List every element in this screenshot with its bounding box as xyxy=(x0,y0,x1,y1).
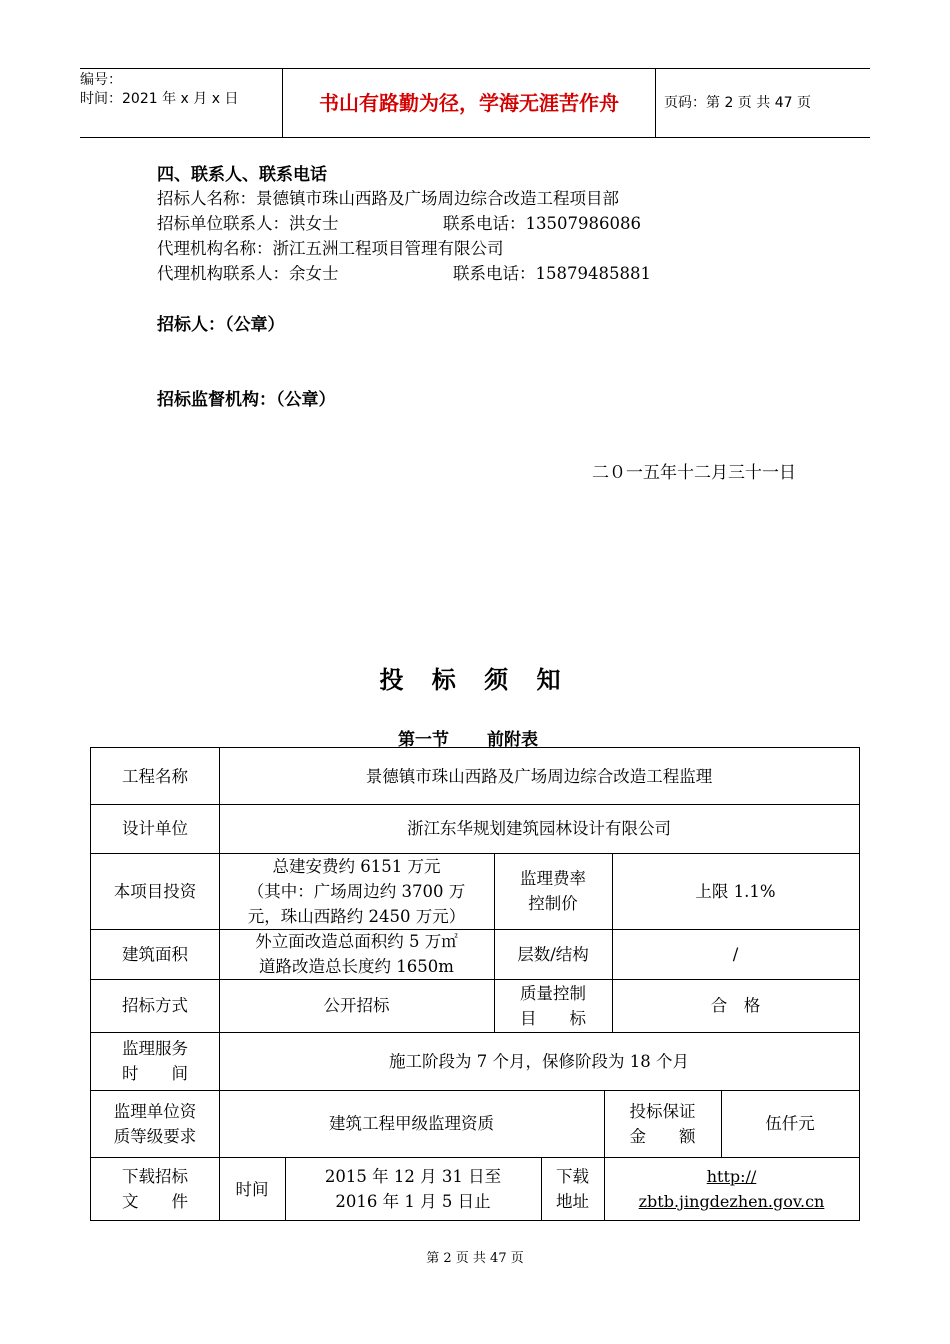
front-table xyxy=(90,747,860,1221)
project-name-label: 工程名称 xyxy=(122,766,188,786)
agency-name: 代理机构名称：浙江五洲工程项目管理有限公司 xyxy=(157,239,504,258)
page-footer: 第 2 页 共 47 页 xyxy=(426,1251,524,1266)
area-line-2: 道路改造总长度约 1650m xyxy=(259,957,454,976)
address-label-line-1: 下载 xyxy=(556,1167,589,1186)
design-label: 设计单位 xyxy=(122,819,188,838)
investment-line-3: 元，珠山西路约 2450 万元） xyxy=(247,906,466,926)
download-label-line-2: 文 件 xyxy=(122,1192,188,1211)
url-line-2[interactable]: zbtb.jingdezhen.gov.cn xyxy=(638,1192,825,1211)
area-label: 建筑面积 xyxy=(122,944,188,964)
tenderer-seal: 招标人：（公章） xyxy=(157,315,285,335)
address-label xyxy=(541,1157,604,1221)
area-value xyxy=(219,929,494,979)
project-name-value: 景德镇市珠山西路及广场周边综合改造工程监理 xyxy=(365,766,713,786)
tenderer-name: 招标人名称：景德镇市珠山西路及广场周边综合改造工程项目部 xyxy=(157,189,619,208)
service-label xyxy=(91,1032,219,1090)
header-page: 页码：第 2 页 共 47 页 xyxy=(664,95,811,111)
page-header xyxy=(80,68,870,138)
bond-label xyxy=(604,1090,721,1157)
service-value: 施工阶段为 7 个月，保修阶段为 18 个月 xyxy=(389,1051,689,1071)
time-line-1: 2015 年 12 月 31 日至 xyxy=(324,1167,502,1186)
investment-line-1: 总建安费约 6151 万元 xyxy=(272,856,441,876)
agency-contact: 代理机构联系人：余女士 xyxy=(157,264,339,283)
header-meta xyxy=(80,69,282,139)
fee-label-line-1: 监理费率 xyxy=(520,869,586,888)
fee-label-line-2: 控制价 xyxy=(528,894,578,913)
quality-value: 合 格 xyxy=(710,996,761,1015)
time-value xyxy=(285,1157,541,1221)
header-number: 编号： xyxy=(80,72,122,88)
quality-label-line-1: 质量控制 xyxy=(520,983,586,1003)
area-line-1: 外立面改造总面积约 5 万㎡ xyxy=(255,932,458,951)
time-line-2: 2016 年 1 月 5 日止 xyxy=(335,1192,491,1211)
download-label xyxy=(91,1157,219,1221)
floors-label: 层数/结构 xyxy=(517,944,589,964)
header-motto: 书山有路勤为径，学海无涯苦作舟 xyxy=(282,69,656,137)
service-label-line-1: 监理服务 xyxy=(122,1039,188,1058)
section-number: 第一节 xyxy=(398,730,449,750)
service-label-line-2: 时 间 xyxy=(122,1064,188,1083)
qualification-label-line-2: 质等级要求 xyxy=(113,1126,197,1146)
quality-label-line-2: 目 标 xyxy=(520,1008,586,1028)
investment-value xyxy=(219,853,494,929)
address-label-line-2: 地址 xyxy=(556,1192,589,1211)
fee-value: 上限 1.1% xyxy=(695,881,776,901)
download-url[interactable] xyxy=(604,1157,859,1221)
tenderer-phone: 联系电话：13507986086 xyxy=(443,214,641,233)
tenderer-contact: 招标单位联系人：洪女士 xyxy=(157,214,339,233)
url-line-1[interactable]: http:// xyxy=(706,1167,757,1186)
tenderer-contact-line xyxy=(157,210,641,234)
agency-contact-line xyxy=(157,260,651,284)
supervisor-seal: 招标监督机构：（公章） xyxy=(157,390,336,410)
bond-label-line-1: 投标保证 xyxy=(629,1101,696,1121)
section-name: 前附表 xyxy=(487,730,538,750)
quality-label xyxy=(494,979,612,1032)
investment-line-2: （其中：广场周边约 3700 万 xyxy=(247,881,466,901)
header-time: 时间：2021 年 x 月 x 日 xyxy=(80,91,239,107)
fee-label xyxy=(494,853,612,929)
notice-title: 投 标 须 知 xyxy=(379,666,571,694)
qualification-value: 建筑工程甲级监理资质 xyxy=(329,1114,494,1133)
investment-label: 本项目投资 xyxy=(113,881,197,901)
download-label-line-1: 下载招标 xyxy=(122,1167,188,1186)
qualification-label-line-1: 监理单位资 xyxy=(113,1101,197,1121)
contact-heading: 四、联系人、联系电话 xyxy=(157,165,327,185)
method-value: 公开招标 xyxy=(323,996,390,1015)
time-label: 时间 xyxy=(235,1179,269,1199)
floors-value: / xyxy=(732,944,739,964)
method-label: 招标方式 xyxy=(122,996,188,1015)
bond-value: 伍仟元 xyxy=(765,1114,815,1133)
agency-phone: 联系电话：15879485881 xyxy=(453,264,651,283)
bond-label-line-2: 金 额 xyxy=(629,1126,696,1146)
qualification-label xyxy=(91,1090,219,1157)
issue-date: 二０一五年十二月三十一日 xyxy=(592,463,796,483)
design-value: 浙江东华规划建筑园林设计有限公司 xyxy=(407,819,671,838)
